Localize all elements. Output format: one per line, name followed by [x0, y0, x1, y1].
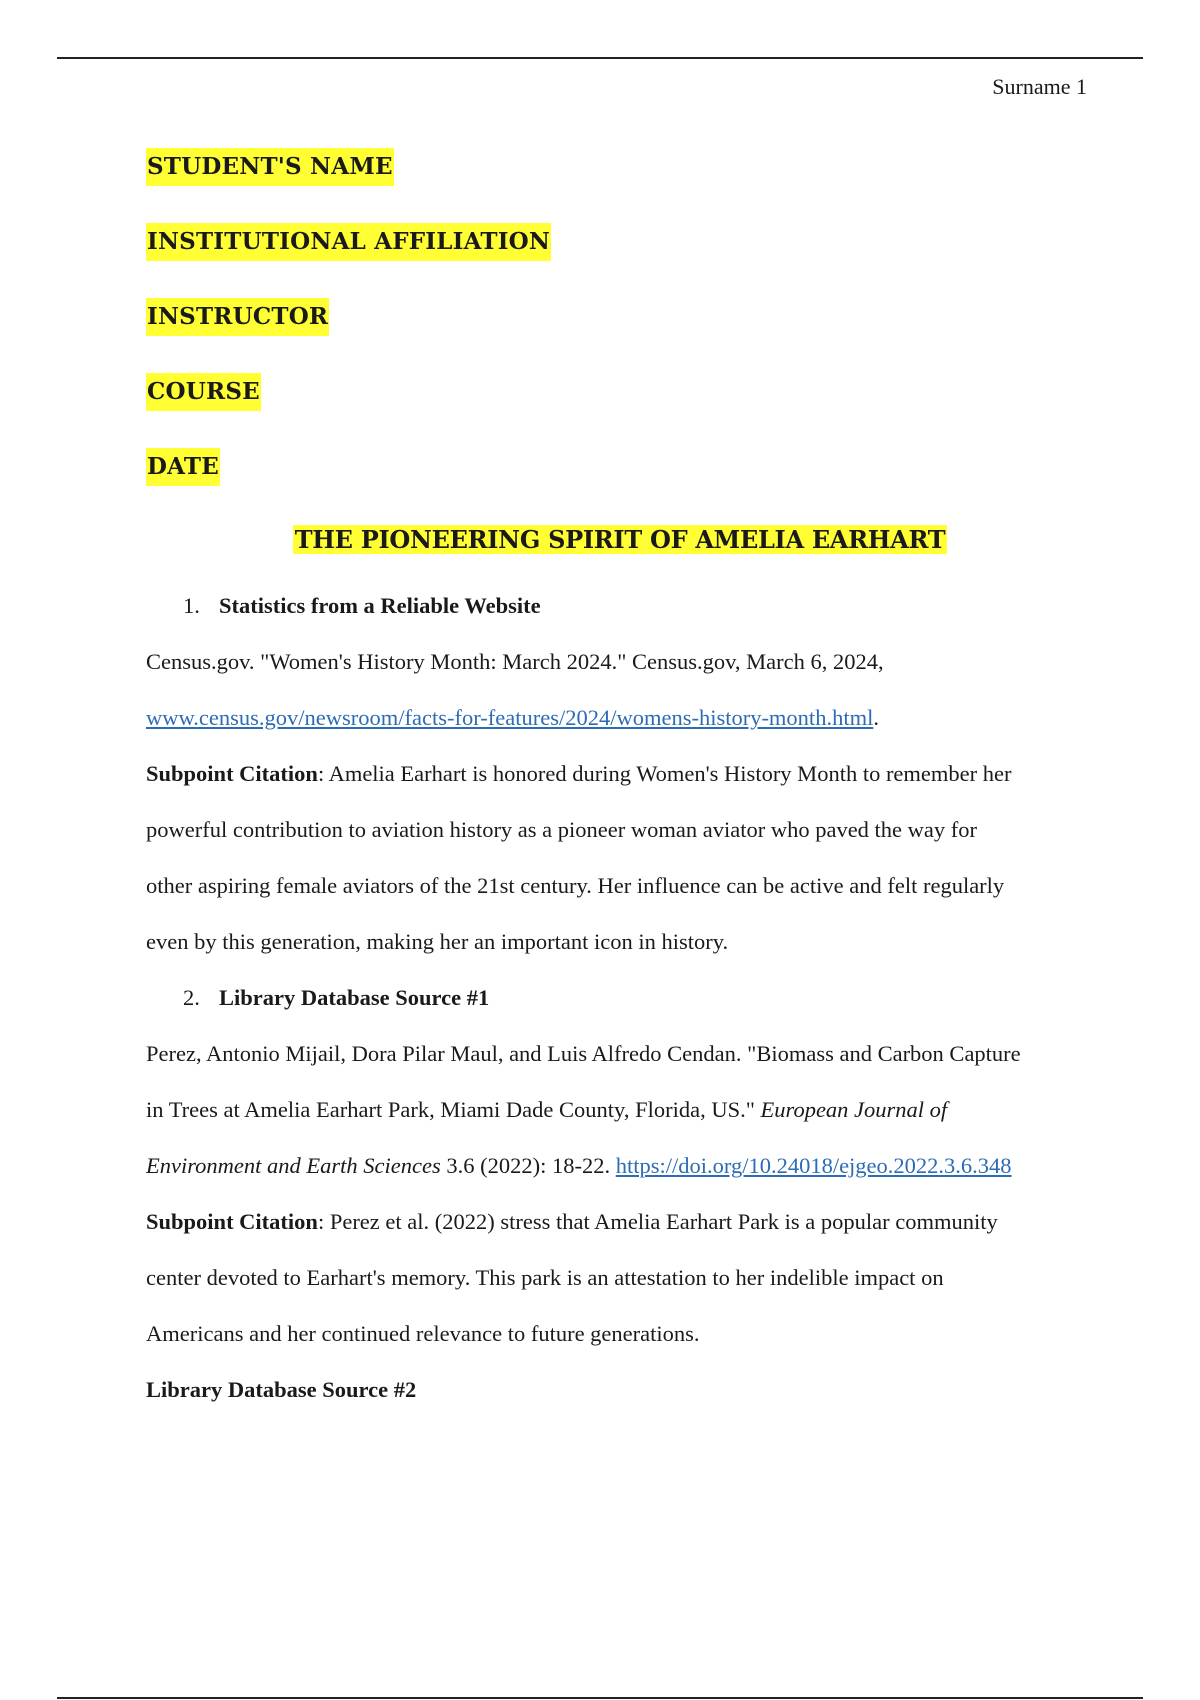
title-container	[0, 520, 1200, 560]
section-1-title: Statistics from a Reliable Website	[219, 593, 541, 618]
section-1-heading	[146, 588, 1096, 644]
page-header: Surname 1	[992, 74, 1087, 99]
section-1-citation-line-2	[146, 700, 1096, 756]
section-1-subpoint-line-3: other aspiring female aviators of the 21st century. Her influence can be active and felt regularly	[146, 873, 1005, 898]
section-2-citation-line-1: Perez, Antonio Mijail, Dora Pilar Maul, and Luis Alfredo Cendan. "Biomass and Carbon Capture	[146, 1041, 1021, 1066]
section-2-subpoint-line-2: center devoted to Earhart's memory. This park is an attestation to her indelible impact on	[146, 1265, 944, 1290]
section-1-subpoint-text-1: : Amelia Earhart is honored during Women's History Month to remember her	[317, 761, 1012, 786]
section-2-subpoint-line-3: Americans and her continued relevance to future generations.	[146, 1321, 700, 1346]
instructor-heading: INSTRUCTOR	[146, 298, 329, 336]
section-3-heading: Library Database Source #2	[146, 1377, 417, 1402]
section-1-subpoint-line-2: powerful contribution to aviation history as a pioneer woman aviator who paved the way for	[146, 817, 978, 842]
census-link[interactable]: www.census.gov/newsroom/facts-for-features/2024/womens-history-month.html	[146, 705, 874, 730]
section-1-number: 1.	[183, 593, 200, 618]
journal-name-part-1: European Journal of	[760, 1097, 948, 1122]
section-2-citation-text-3: 3.6 (2022): 18-22.	[440, 1153, 616, 1178]
section-1-citation-end: .	[873, 705, 879, 730]
section-1-subpoint-label: Subpoint Citation	[146, 761, 318, 786]
section-1-citation-line-1: Census.gov. "Women's History Month: March 2024." Census.gov, March 6, 2024,	[146, 649, 884, 674]
document-title: THE PIONEERING SPIRIT OF AMELIA EARHART	[294, 525, 946, 554]
date-heading: DATE	[146, 448, 220, 486]
section-2-subpoint-text-1: : Perez et al. (2022) stress that Amelia Earhart Park is a popular community	[317, 1209, 998, 1234]
document-body	[146, 588, 1096, 1428]
doi-link[interactable]: https://doi.org/10.24018/ejgeo.2022.3.6.348	[615, 1153, 1012, 1178]
institutional-affiliation-heading: INSTITUTIONAL AFFILIATION	[146, 223, 551, 261]
course-heading: COURSE	[146, 373, 261, 411]
student-name-heading: STUDENT'S NAME	[146, 148, 394, 186]
section-2-number: 2.	[183, 985, 200, 1010]
section-1-subpoint-line-1	[146, 756, 1096, 812]
section-2-heading	[146, 980, 1096, 1036]
section-2-subpoint-line-1	[146, 1204, 1096, 1260]
section-2-title: Library Database Source #1	[219, 985, 490, 1010]
section-2-citation-line-3	[146, 1148, 1096, 1204]
section-2-citation-line-2	[146, 1092, 1096, 1148]
section-2-citation-text-2: in Trees at Amelia Earhart Park, Miami Dade County, Florida, US."	[146, 1097, 761, 1122]
section-2-subpoint-label: Subpoint Citation	[146, 1209, 318, 1234]
title-page-headings	[146, 148, 551, 523]
journal-name-part-2: Environment and Earth Sciences	[146, 1153, 441, 1178]
section-1-subpoint-line-4: even by this generation, making her an important icon in history.	[146, 929, 729, 954]
